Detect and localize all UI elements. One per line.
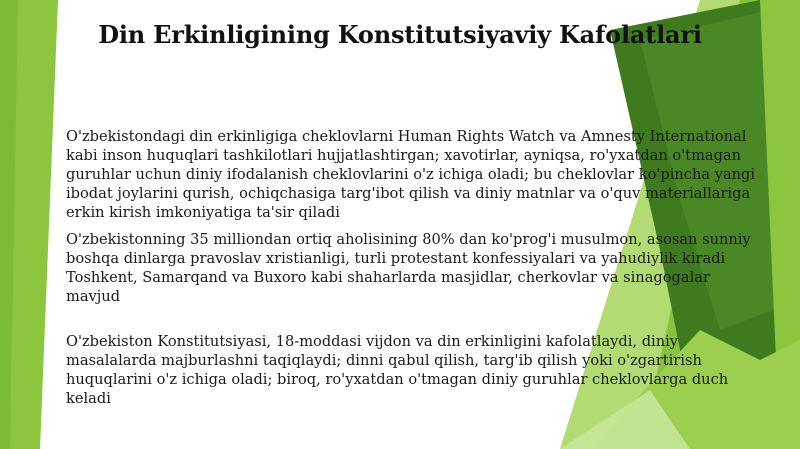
paragraph-constitution: O'zbekiston Konstitutsiyasi, 18-moddasi vijdon va din erkinligini kafolatlaydi, diniy masalalarda majburlashni taqiqlaydi; dinni qabul qilish, targ'ib qilish yoki o'zgartirish huquqlarini o'z ichiga oladi; biroq, ro'yxatdan o'tmagan diniy guruhlar cheklovlarga duch keladi (66, 333, 729, 407)
paragraph-restrictions: O'zbekistondagi din erkinligiga cheklovlarni Human Rights Watch va Amnesty International kabi inson huquqlari tashkilotlari hujjatlashtirgan; xavotirlar, ayniqsa, ro'yxatdan o'tmagan guruhlar uchun diniy ifodalanish cheklovlarini o'z ichiga oladi; bu cheklovlar ko'pincha yangi ibodat joylarini qurish, ochiqchasiga targ'ibot qilish va diniy matnlar va o'quv materiallariga erkin kirish imkoniyatiga ta'sir qiladi (66, 128, 756, 221)
paragraph-demographics: O'zbekistonning 35 milliondan ortiq aholisining 80% dan ko'prog'i musulmon, asosan sunniy boshqa dinlarga pravoslav xristianligi, turli protestant konfessiyalari va yahudiylik kiradi Toshkent, Samarqand va Buxoro kabi shaharlarda masjidlar, cherkovlar va sinagogalar mavjud (66, 231, 751, 305)
slide-title: Din Erkinligining Konstitutsiyaviy Kafolatlari (98, 20, 702, 49)
